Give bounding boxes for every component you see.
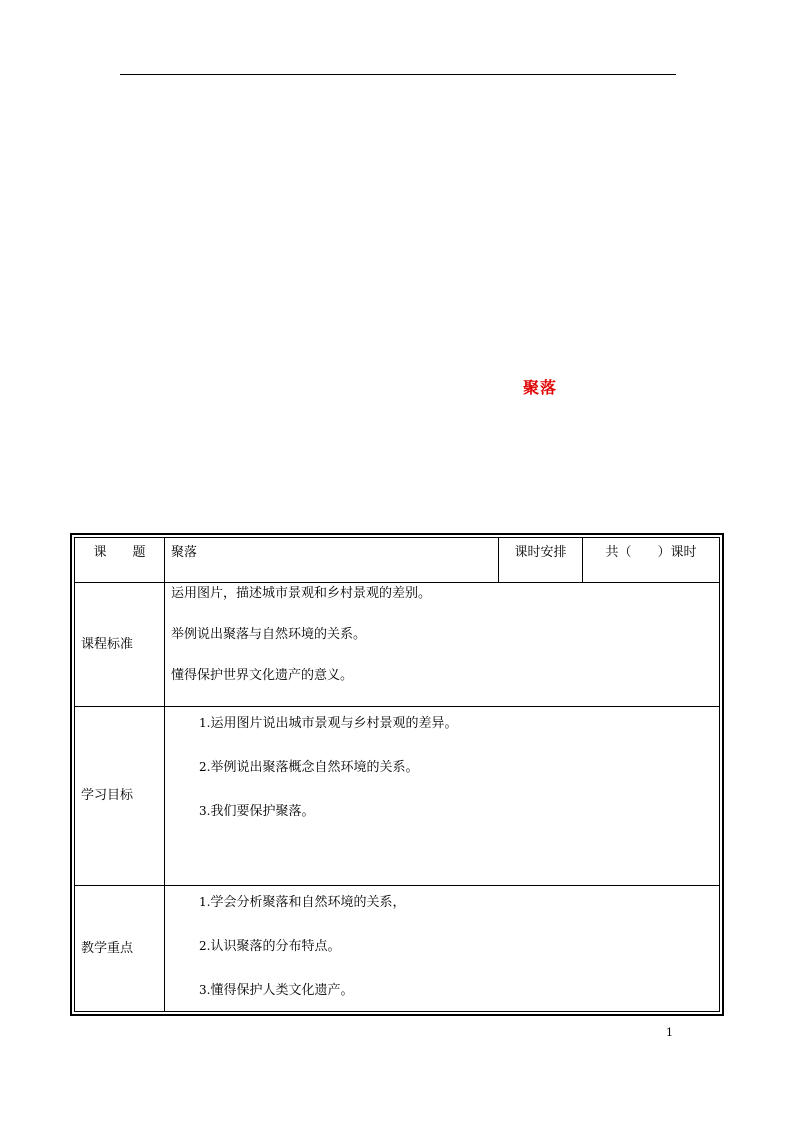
standards-content-cell xyxy=(165,583,720,707)
schedule-label-cell xyxy=(499,538,583,583)
table-row-key-points xyxy=(75,886,720,1012)
goals-label-cell xyxy=(75,707,165,886)
standards-label-cell xyxy=(75,583,165,707)
goal-item xyxy=(199,714,719,732)
key-point-number: 2. xyxy=(199,939,211,953)
standard-item: 运用图片，描述城市景观和乡村景观的差别。 xyxy=(171,586,432,601)
standard-item: 懂得保护世界文化遗产的意义。 xyxy=(171,668,354,683)
page-number: 1 xyxy=(666,1026,673,1039)
goal-number: 2. xyxy=(199,760,211,774)
document-title: 聚落 xyxy=(523,378,558,397)
goal-number: 1. xyxy=(199,716,211,730)
key-point-number: 1. xyxy=(199,895,211,909)
header-rule xyxy=(120,74,676,75)
key-point-text: 懂得保护人类文化遗产。 xyxy=(210,983,354,998)
lesson-plan-table xyxy=(70,533,724,1016)
table-row-goals xyxy=(75,707,720,886)
schedule-value-cell xyxy=(583,538,720,583)
goals-content-cell xyxy=(165,707,720,886)
key-point-text: 认识聚落的分布特点。 xyxy=(210,939,341,954)
key-point-text: 学会分析聚落和自然环境的关系， xyxy=(210,895,406,910)
goal-text: 我们要保护聚落。 xyxy=(210,804,315,819)
key-point-item xyxy=(199,981,719,999)
goal-text: 运用图片说出城市景观与乡村景观的差异。 xyxy=(210,716,458,731)
topic-value-cell xyxy=(165,538,499,583)
goal-item xyxy=(199,802,719,820)
table-row-topic xyxy=(75,538,720,583)
standards-label: 课程标准 xyxy=(81,636,134,652)
key-points-content-cell xyxy=(165,886,720,1012)
topic-label: 课 题 xyxy=(93,545,146,560)
key-point-item xyxy=(199,893,719,911)
goal-item xyxy=(199,758,719,776)
key-point-number: 3. xyxy=(199,983,211,997)
schedule-value: 共（ ）课时 xyxy=(605,545,697,560)
key-points-label-cell xyxy=(75,886,165,1012)
table-row-standards xyxy=(75,583,720,707)
key-points-label: 教学重点 xyxy=(81,940,134,956)
goals-label: 学习目标 xyxy=(81,788,134,803)
goal-text: 举例说出聚落概念自然环境的关系。 xyxy=(210,760,419,775)
goal-number: 3. xyxy=(199,804,211,818)
topic-value: 聚落 xyxy=(171,545,198,560)
key-point-item xyxy=(199,937,719,955)
schedule-label: 课时安排 xyxy=(514,545,567,560)
standard-item: 举例说出聚落与自然环境的关系。 xyxy=(171,627,367,642)
topic-label-cell xyxy=(75,538,165,583)
